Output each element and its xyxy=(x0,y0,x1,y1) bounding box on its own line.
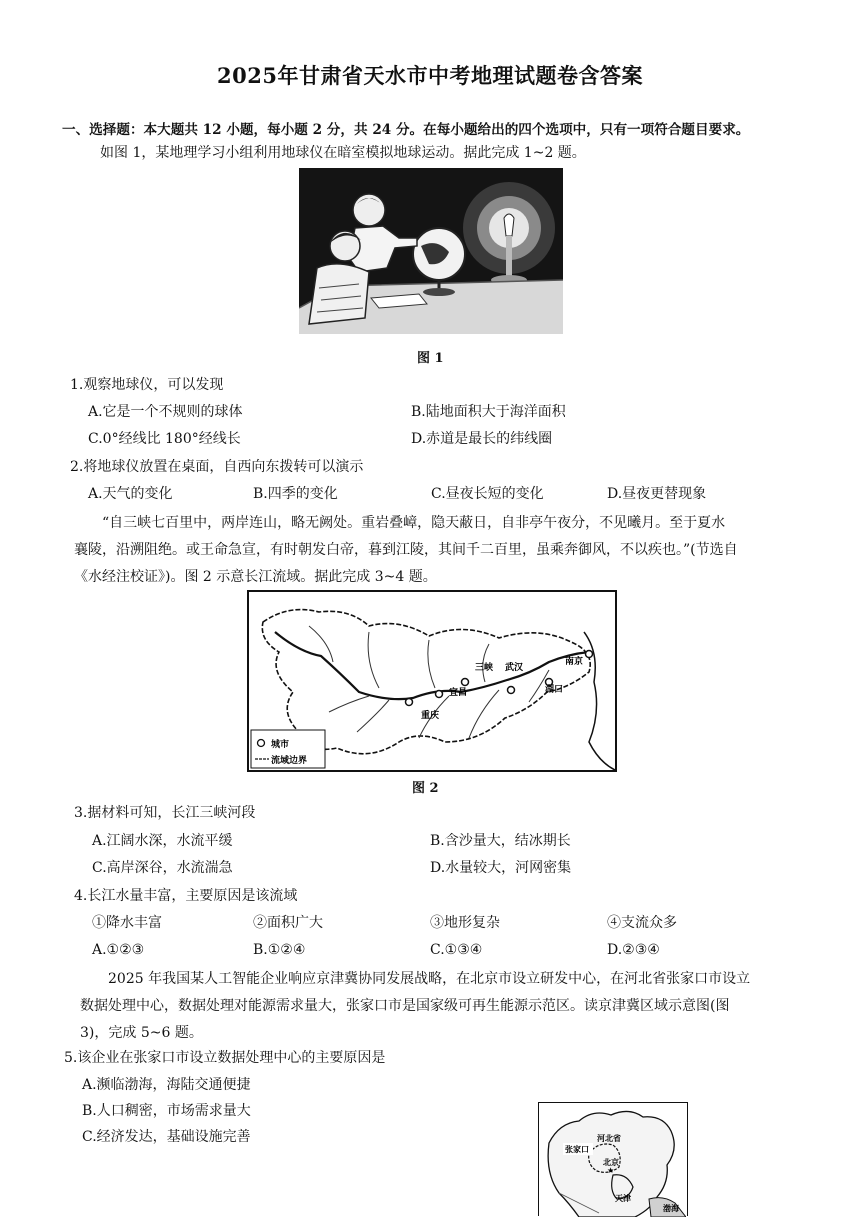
city-label-hukou: 湖口 xyxy=(545,685,564,695)
map-label-zhangjiakou: 张家口 xyxy=(565,1144,589,1154)
figure-3-jingjinji-map xyxy=(538,1102,688,1216)
city-label-chongqing: 重庆 xyxy=(421,711,440,721)
q1-option-d: D.赤道是最长的纬线圈 xyxy=(411,431,553,447)
city-label-nanjing: 南京 xyxy=(565,657,584,667)
legend-boundary-label: 流域边界 xyxy=(271,756,308,766)
passage-3-line-2: 数据处理中心，数据处理对能源需求量大，张家口市是国家级可再生能源示范区。读京津冀区域示意图(图 xyxy=(80,998,730,1014)
q1-option-c: C.0°经线比 180°经线长 xyxy=(88,431,241,447)
q5-option-b: B.人口稠密，市场需求量大 xyxy=(82,1103,251,1119)
city-label-wuhan: 武汉 xyxy=(505,663,524,673)
passage-2-line-2: 襄陵，沿溯阻绝。或王命急宣，有时朝发白帝，暮到江陵，其间千二百里，虽乘奔御风，不以疾也。”(节选自 xyxy=(74,542,738,558)
legend-city-label: 城市 xyxy=(271,740,290,750)
section-header: 一、选择题：本大题共 12 小题，每小题 2 分，共 24 分。在每小题给出的四个选项中，只有一项符合题目要求。 xyxy=(62,122,750,138)
q4-statement-4: ④支流众多 xyxy=(607,915,677,931)
q1-stem: 1.观察地球仪，可以发现 xyxy=(70,377,224,393)
q4-option-d: D.②③④ xyxy=(607,942,660,958)
map-label-hebei: 河北省 xyxy=(597,1133,621,1143)
q3-option-a: A.江阔水深，水流平缓 xyxy=(92,833,233,849)
q1-option-b: B.陆地面积大于海洋面积 xyxy=(411,404,566,420)
passage-2-line-3: 《水经注校证》)。图 2 示意长江流域。据此完成 3~4 题。 xyxy=(74,569,437,585)
q2-stem: 2.将地球仪放置在桌面，自西向东拨转可以演示 xyxy=(70,459,364,475)
q4-stem: 4.长江水量丰富，主要原因是该流域 xyxy=(74,888,298,904)
q4-statement-3: ③地形复杂 xyxy=(430,915,500,931)
map-label-tianjin: 天津 xyxy=(615,1193,631,1203)
figure-1-caption: 图 1 xyxy=(417,351,444,366)
q1-option-a: A.它是一个不规则的球体 xyxy=(88,404,243,420)
figure-2-yangtze-basin-map xyxy=(247,590,617,772)
passage-3-line-3: 3)，完成 5~6 题。 xyxy=(80,1025,203,1041)
passage-2-line-1: “自三峡七百里中，两岸连山，略无阙处。重岩叠嶂，隐天蔽日，自非亭午夜分，不见曦月。至于夏水 xyxy=(102,515,726,531)
q5-stem: 5.该企业在张家口市设立数据处理中心的主要原因是 xyxy=(64,1050,386,1066)
q3-option-d: D.水量较大，河网密集 xyxy=(430,860,572,876)
q2-option-d: D.昼夜更替现象 xyxy=(607,486,707,502)
q5-option-a: A.濒临渤海，海陆交通便捷 xyxy=(82,1077,251,1093)
q4-option-c: C.①③④ xyxy=(430,942,483,958)
q4-option-a: A.①②③ xyxy=(92,942,145,958)
q4-option-b: B.①②④ xyxy=(253,942,306,958)
passage-3-line-1: 2025 年我国某人工智能企业响应京津冀协同发展战略，在北京市设立研发中心，在河北省张家口市设立 xyxy=(108,971,751,987)
page-title: 2025年甘肃省天水市中考地理试题卷含答案 xyxy=(217,63,643,88)
figure-2-caption: 图 2 xyxy=(412,781,439,796)
map-label-beijing: 北京 xyxy=(603,1157,619,1167)
q2-option-a: A.天气的变化 xyxy=(88,486,173,502)
beijing-star-icon: ★ xyxy=(607,1166,615,1175)
figure-1-globe-illustration xyxy=(299,168,563,334)
q4-statement-1: ①降水丰富 xyxy=(92,915,162,931)
q4-statement-2: ②面积广大 xyxy=(253,915,323,931)
q3-option-c: C.高岸深谷，水流湍急 xyxy=(92,860,233,876)
q2-option-b: B.四季的变化 xyxy=(253,486,338,502)
intro-1: 如图 1，某地理学习小组利用地球仪在暗室模拟地球运动。据此完成 1~2 题。 xyxy=(100,145,586,161)
map-label-bohai: 渤海 xyxy=(663,1203,679,1213)
city-label-three-gorges: 三峡 xyxy=(475,663,494,673)
q3-option-b: B.含沙量大，结冰期长 xyxy=(430,833,571,849)
q2-option-c: C.昼夜长短的变化 xyxy=(431,486,544,502)
q5-option-c: C.经济发达，基础设施完善 xyxy=(82,1129,251,1145)
q3-stem: 3.据材料可知，长江三峡河段 xyxy=(74,805,256,821)
city-label-yichang: 宜昌 xyxy=(449,688,468,698)
